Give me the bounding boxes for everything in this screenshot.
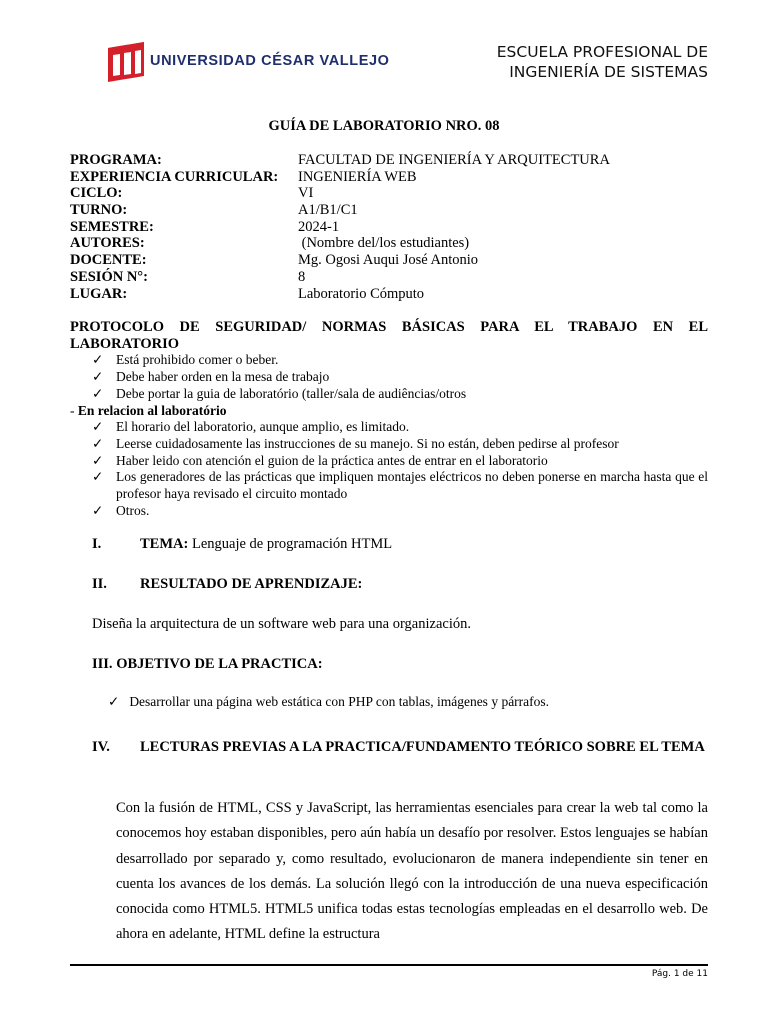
list-item bbox=[70, 386, 708, 403]
info-value: Mg. Ogosi Auqui José Antonio bbox=[298, 252, 479, 269]
info-row bbox=[70, 185, 610, 202]
info-value: INGENIERÍA WEB bbox=[298, 168, 417, 185]
list-item-text: Está prohibido comer o beber. bbox=[116, 352, 279, 368]
lab-rules-heading-text: En relacion al laboratório bbox=[77, 402, 227, 418]
list-item bbox=[70, 369, 708, 386]
check-icon: ✓ bbox=[92, 369, 104, 385]
school-name bbox=[497, 42, 708, 82]
check-icon: ✓ bbox=[92, 419, 104, 435]
info-label: EXPERIENCIA CURRICULAR: bbox=[70, 168, 279, 185]
info-value: 2024-1 bbox=[298, 218, 340, 235]
section-learning-outcome bbox=[92, 576, 362, 593]
info-label: DOCENTE: bbox=[70, 252, 147, 269]
objective-text: Desarrollar una página web estática con PHP con tablas, imágenes y párrafos. bbox=[129, 694, 550, 709]
university-name: UNIVERSIDAD CÉSAR VALLEJO bbox=[150, 53, 390, 69]
info-row bbox=[70, 169, 610, 186]
learning-outcome-text: Diseña la arquitectura de un software web para una organización. bbox=[92, 616, 471, 632]
protocol-list bbox=[70, 352, 708, 402]
check-icon: ✓ bbox=[92, 352, 104, 368]
section-topic bbox=[92, 536, 392, 553]
list-item bbox=[70, 469, 708, 502]
protocol-title-line-1: PROTOCOLO DE SEGURIDAD/ NORMAS BÁSICAS PARA EL TRABAJO EN EL bbox=[70, 319, 708, 335]
section-heading: RESULTADO DE APRENDIZAJE: bbox=[140, 576, 363, 592]
info-value: VI bbox=[298, 185, 314, 202]
info-label: SEMESTRE: bbox=[70, 218, 154, 235]
objective-item bbox=[108, 694, 549, 710]
section-heading: LECTURAS PREVIAS A LA PRACTICA/FUNDAMENTO TEÓRICO SOBRE EL TEMA bbox=[140, 739, 705, 755]
info-row bbox=[70, 202, 610, 219]
page-title: GUÍA DE LABORATORIO NRO. 08 bbox=[268, 118, 500, 134]
check-icon: ✓ bbox=[92, 469, 104, 485]
section-heading: TEMA: bbox=[140, 536, 189, 552]
list-item bbox=[70, 352, 708, 369]
list-item bbox=[70, 453, 708, 470]
info-label: AUTORES: bbox=[70, 235, 145, 252]
section-number: I. bbox=[92, 536, 102, 552]
check-icon: ✓ bbox=[92, 435, 104, 451]
check-icon: ✓ bbox=[92, 452, 104, 468]
list-item-text: Otros. bbox=[116, 502, 150, 518]
theory-paragraph: Con la fusión de HTML, CSS y JavaScript, las herramientas esenciales para crear la web tal como la conocemos hoy estaban disponibles, pero aún había un desafío por resolver. Estos lenguajes se habían desarrollado por separado y, como resultado, evolucionaron de manera independiente sin tener en cuenta los avances de los demás. La solución llegó con la introducción de una nueva especificación conocida como HTML5. HTML5 unifica todas estas tecnologías empleadas en el desarrollo web. De ahora en adelante, HTML define la estructura bbox=[116, 800, 708, 943]
info-table bbox=[70, 152, 610, 302]
list-item-text: Haber leido con atención el guion de la práctica antes de entrar en el laboratorio bbox=[116, 452, 548, 468]
list-item-text: Los generadores de las prácticas que impliquen montajes eléctricos no deben ponerse en marcha hasta que el profesor haya revisado el circuito montado bbox=[116, 469, 708, 502]
check-icon: ✓ bbox=[92, 385, 104, 401]
info-row bbox=[70, 219, 610, 236]
section-number: II. bbox=[92, 576, 107, 592]
ucv-logo-icon bbox=[108, 42, 144, 82]
protocol-title-line-2: LABORATORIO bbox=[70, 335, 180, 352]
footer-divider bbox=[70, 964, 708, 966]
info-row bbox=[70, 252, 610, 269]
list-item bbox=[70, 503, 708, 520]
info-label: PROGRAMA: bbox=[70, 152, 162, 168]
info-row bbox=[70, 152, 610, 169]
check-icon: ✓ bbox=[108, 694, 120, 709]
info-label: SESIÓN N°: bbox=[70, 268, 148, 285]
info-value: Laboratorio Cómputo bbox=[298, 285, 425, 302]
list-item bbox=[70, 436, 708, 453]
list-item-text: El horario del laboratorio, aunque amplio, es limitado. bbox=[116, 419, 410, 435]
list-item bbox=[70, 419, 708, 436]
info-label: LUGAR: bbox=[70, 285, 128, 302]
info-value: 8 bbox=[298, 268, 306, 285]
info-label: CICLO: bbox=[70, 185, 123, 202]
info-value: FACULTAD DE INGENIERÍA Y ARQUITECTURA bbox=[298, 152, 610, 168]
info-label: TURNO: bbox=[70, 202, 128, 219]
info-value: A1/B1/C1 bbox=[298, 202, 358, 219]
page-number: Pág. 1 de 11 bbox=[651, 969, 708, 979]
lab-rules-prefix: - bbox=[70, 402, 78, 418]
info-value: (Nombre del/los estudiantes) bbox=[298, 235, 470, 252]
info-row bbox=[70, 235, 610, 252]
university-logo bbox=[108, 42, 390, 82]
safety-protocol bbox=[70, 319, 708, 519]
lab-rules-heading bbox=[70, 403, 708, 420]
school-line-2: INGENIERÍA DE SISTEMAS bbox=[509, 63, 708, 81]
list-item-text: Leerse cuidadosamente las instrucciones de su manejo. Si no están, deben pedirse al profesor bbox=[116, 435, 619, 451]
section-heading: OBJETIVO DE LA PRACTICA: bbox=[116, 656, 323, 672]
section-number: III. bbox=[92, 656, 113, 672]
section-number: IV. bbox=[92, 739, 110, 755]
topic-value: Lenguaje de programación HTML bbox=[188, 536, 393, 552]
school-line-1: ESCUELA PROFESIONAL DE bbox=[496, 43, 708, 61]
list-item-text: Debe portar la guia de laboratório (taller/sala de audiências/otros bbox=[116, 385, 467, 401]
info-row bbox=[70, 269, 610, 286]
section-prior-reading bbox=[92, 734, 708, 761]
section-objective bbox=[92, 656, 323, 673]
check-icon: ✓ bbox=[92, 502, 104, 518]
info-row bbox=[70, 286, 610, 303]
list-item-text: Debe haber orden en la mesa de trabajo bbox=[116, 369, 330, 385]
lab-rules-list bbox=[70, 419, 708, 519]
